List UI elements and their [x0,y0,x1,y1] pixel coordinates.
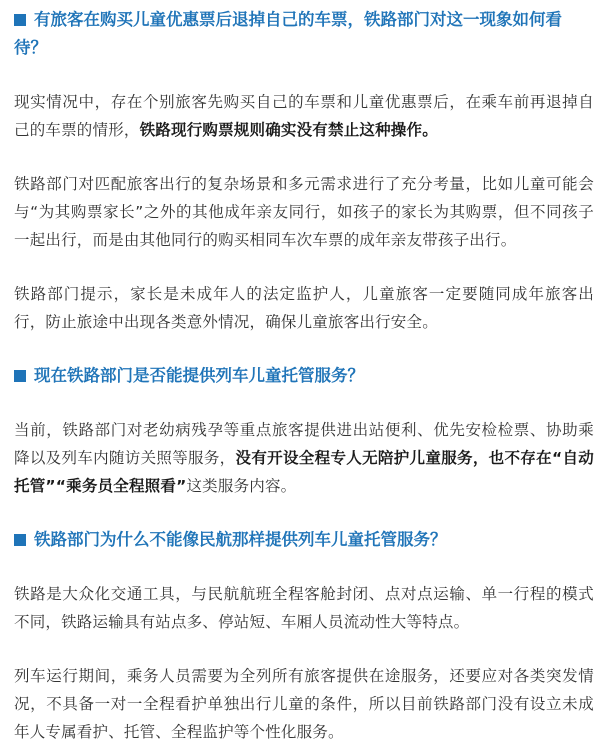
paragraph: 铁路部门提示，家长是未成年人的法定监护人，儿童旅客一定要随同成年旅客出行，防止旅途中出现各类意外情况，确保儿童旅客出行安全。 [14,285,594,331]
square-bullet-icon [14,14,26,26]
question-text: 铁路部门为什么不能像民航那样提供列车儿童托管服务？ [34,530,447,549]
paragraph-text: 当前，铁路部门对老幼病残孕等重点旅客提供进出站便利、优先安检检票、协助乘降以及列车内随访关照等服务， [14,421,594,467]
paragraph-text: 现实情况中，存在个别旅客先购买自己的车票和儿童优惠票后，在乘车前再退掉自己的车票的情形， [14,93,594,139]
paragraph-bold-text: 铁路现行购票规则确实没有禁止这种操作。 [139,121,438,139]
paragraph [14,416,594,500]
square-bullet-icon [14,534,26,546]
paragraph-bold-text: 没有开设全程专人无陪护儿童服务，也不存在“自动托管”“乘务员全程照看” [14,449,594,495]
paragraph: 铁路部门对匹配旅客出行的复杂场景和多元需求进行了充分考量，比如儿童可能会与“为其购票家长”之外的其他成年亲友同行，如孩子的家长为其购票，但不同孩子一起出行，而是由其他同行的购买相同车次车票的成年亲友带孩子出行。 [14,175,594,249]
square-bullet-icon [14,370,26,382]
paragraph: 铁路是大众化交通工具，与民航航班全程客舱封闭、点对点运输、单一行程的模式不同，铁路运输具有站点多、停站短、车厢人员流动性大等特点。 [14,585,594,631]
paragraph-text: 这类服务内容。 [186,477,297,495]
question-heading-2 [14,362,594,390]
question-heading-1 [14,6,594,62]
question-text: 现在铁路部门是否能提供列车儿童托管服务？ [34,366,364,385]
question-text: 有旅客在购买儿童优惠票后退掉自己的车票，铁路部门对这一现象如何看待？ [14,10,562,57]
paragraph: 列车运行期间，乘务人员需要为全列所有旅客提供在途服务，还要应对各类突发情况，不具备一对一全程看护单独出行儿童的条件，所以目前铁路部门没有设立未成年人专属看护、托管、全程监护等个性化服务。 [14,667,594,741]
question-heading-3 [14,526,594,554]
paragraph [14,88,594,144]
